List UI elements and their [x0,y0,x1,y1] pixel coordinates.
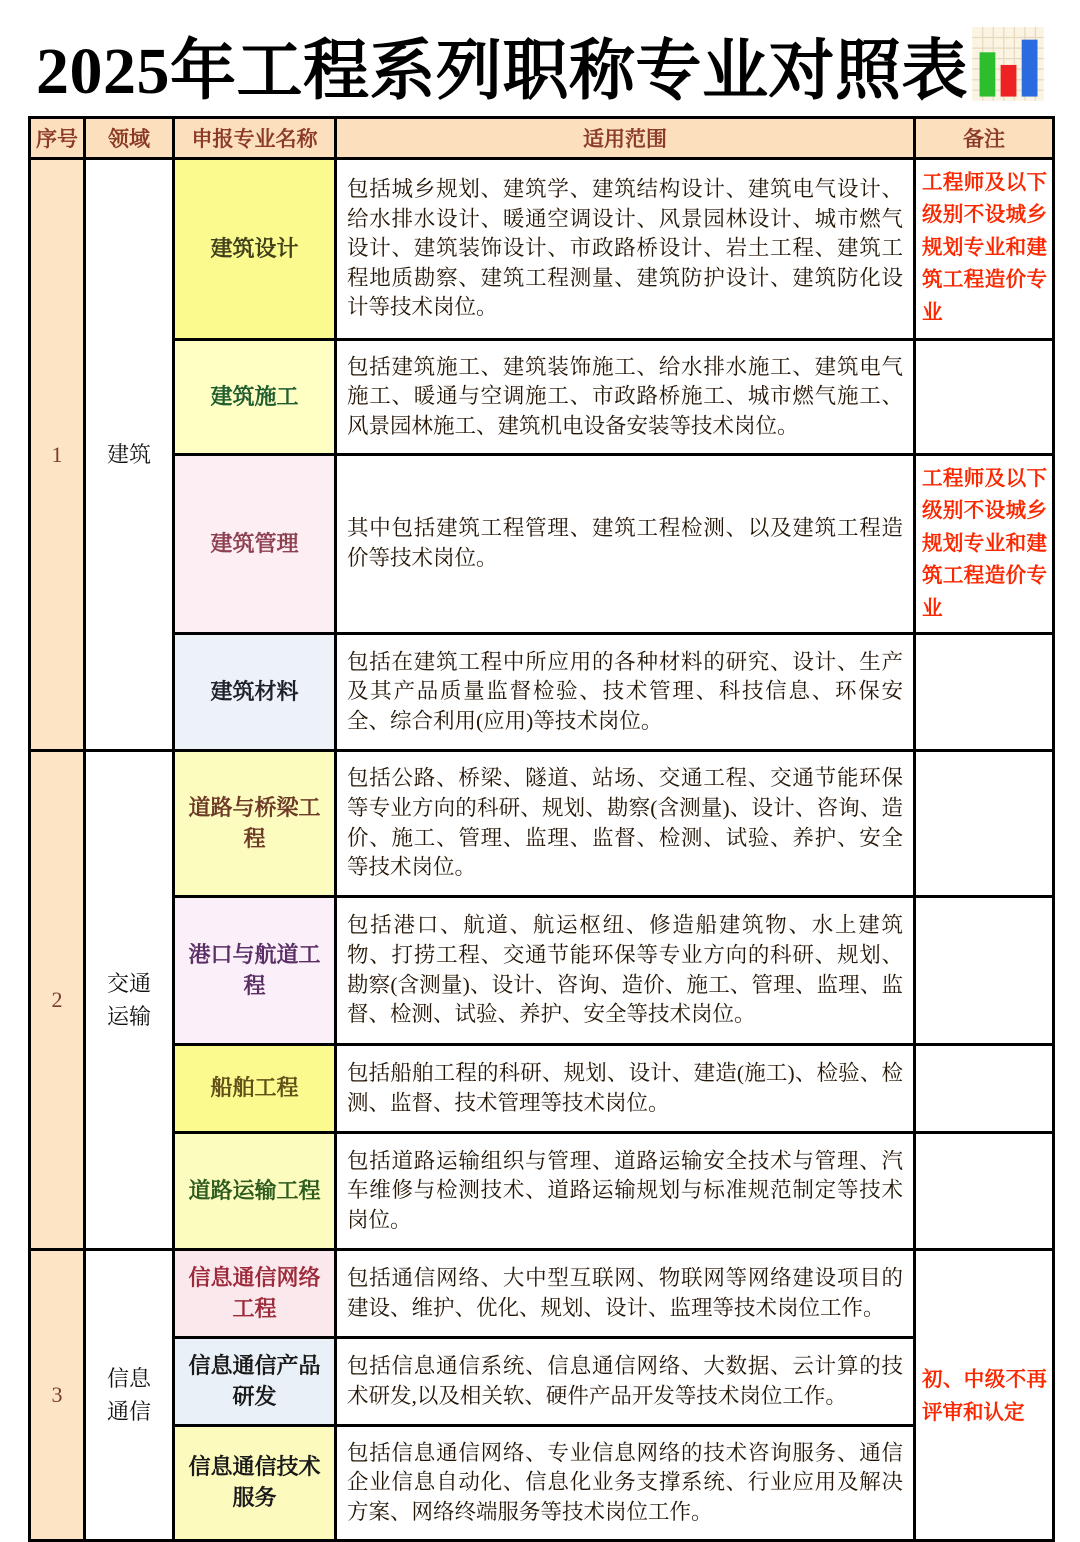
scope-cell: 包括城乡规划、建筑学、建筑结构设计、建筑电气设计、给水排水设计、暖通空调设计、风景园林设计、城市燃气设计、建筑装饰设计、市政路桥设计、岩土工程、建筑工程地质勘察、建筑工程测量、建筑防护设计、建筑防化设计等技术岗位。 [336,159,915,340]
scope-cell: 包括公路、桥梁、隧道、站场、交通工程、交通节能环保等专业方向的科研、规划、勘察(含测量)、设计、咨询、造价、施工、管理、监理、监督、检测、试验、养护、安全等技术岗位。 [336,751,915,897]
table-row [30,897,1054,1045]
row-index-cell: 2 [30,751,85,1250]
field-cell: 建筑 [85,159,174,751]
note-cell: 工程师及以下级别不设城乡规划专业和建筑工程造价专业 [915,159,1054,340]
scope-cell: 包括信息通信网络、专业信息网络的技术咨询服务、通信企业信息自动化、信息化业务支撑系统、行业应用及解决方案、网络终端服务等技术岗位工作。 [336,1426,915,1541]
column-header: 领域 [85,118,174,159]
field-cell: 交通运输 [85,751,174,1250]
table-row [30,751,1054,897]
scope-cell: 包括道路运输组织与管理、道路运输安全技术与管理、汽车维修与检测技术、道路运输规划与标准规范制定等技术岗位。 [336,1133,915,1250]
table-row [30,455,1054,634]
table-row [30,1426,1054,1541]
note-cell [915,1045,1054,1133]
scope-cell: 包括船舶工程的科研、规划、设计、建造(施工)、检验、检测、监督、技术管理等技术岗位。 [336,1045,915,1133]
note-cell [915,1133,1054,1250]
field-cell: 信息通信 [85,1250,174,1541]
bar-chart-icon [972,27,1044,105]
profession-name-cell: 船舶工程 [174,1045,336,1133]
column-header: 序号 [30,118,85,159]
scope-cell: 包括信息通信系统、信息通信网络、大数据、云计算的技术研发,以及相关软、硬件产品开发等技术岗位工作。 [336,1338,915,1426]
row-index-cell: 1 [30,159,85,751]
profession-name-cell: 建筑管理 [174,455,336,634]
profession-name-cell: 信息通信技术服务 [174,1426,336,1541]
profession-name-cell: 建筑设计 [174,159,336,340]
scope-cell: 包括建筑施工、建筑装饰施工、给水排水施工、建筑电气施工、暖通与空调施工、市政路桥施工、城市燃气施工、风景园林施工、建筑机电设备安装等技术岗位。 [336,340,915,455]
title-bar [0,0,1080,112]
table-row [30,159,1054,340]
profession-name-cell: 建筑施工 [174,340,336,455]
scope-cell: 包括港口、航道、航运枢纽、修造船建筑物、水上建筑物、打捞工程、交通节能环保等专业方向的科研、规划、勘察(含测量)、设计、咨询、造价、施工、管理、监理、监督、检测、试验、养护、安全等技术岗位。 [336,897,915,1045]
note-cell [915,340,1054,455]
page-title: 2025年工程系列职称专业对照表 [36,34,968,108]
scope-cell: 包括在建筑工程中所应用的各种材料的研究、设计、生产及其产品质量监督检验、技术管理、科技信息、环保安全、综合利用(应用)等技术岗位。 [336,634,915,751]
note-cell [915,897,1054,1045]
table-row [30,634,1054,751]
table-row [30,340,1054,455]
note-cell: 工程师及以下级别不设城乡规划专业和建筑工程造价专业 [915,455,1054,634]
table-row [30,1133,1054,1250]
row-index-cell: 3 [30,1250,85,1541]
profession-name-cell: 信息通信产品研发 [174,1338,336,1426]
profession-name-cell: 信息通信网络工程 [174,1250,336,1338]
note-cell [915,634,1054,751]
column-header: 备注 [915,118,1054,159]
profession-name-cell: 建筑材料 [174,634,336,751]
table-row [30,1045,1054,1133]
table-header-row [30,118,1054,159]
column-header: 申报专业名称 [174,118,336,159]
table-row [30,1338,1054,1426]
professions-table [28,116,1055,1542]
scope-cell: 包括通信网络、大中型互联网、物联网等网络建设项目的建设、维护、优化、规划、设计、监理等技术岗位工作。 [336,1250,915,1338]
profession-name-cell: 道路运输工程 [174,1133,336,1250]
column-header: 适用范围 [336,118,915,159]
table-body [30,159,1054,1541]
note-cell: 初、中级不再评审和认定 [915,1250,1054,1541]
note-cell [915,751,1054,897]
profession-name-cell: 道路与桥梁工程 [174,751,336,897]
table-row [30,1250,1054,1338]
profession-name-cell: 港口与航道工程 [174,897,336,1045]
scope-cell: 其中包括建筑工程管理、建筑工程检测、以及建筑工程造价等技术岗位。 [336,455,915,634]
